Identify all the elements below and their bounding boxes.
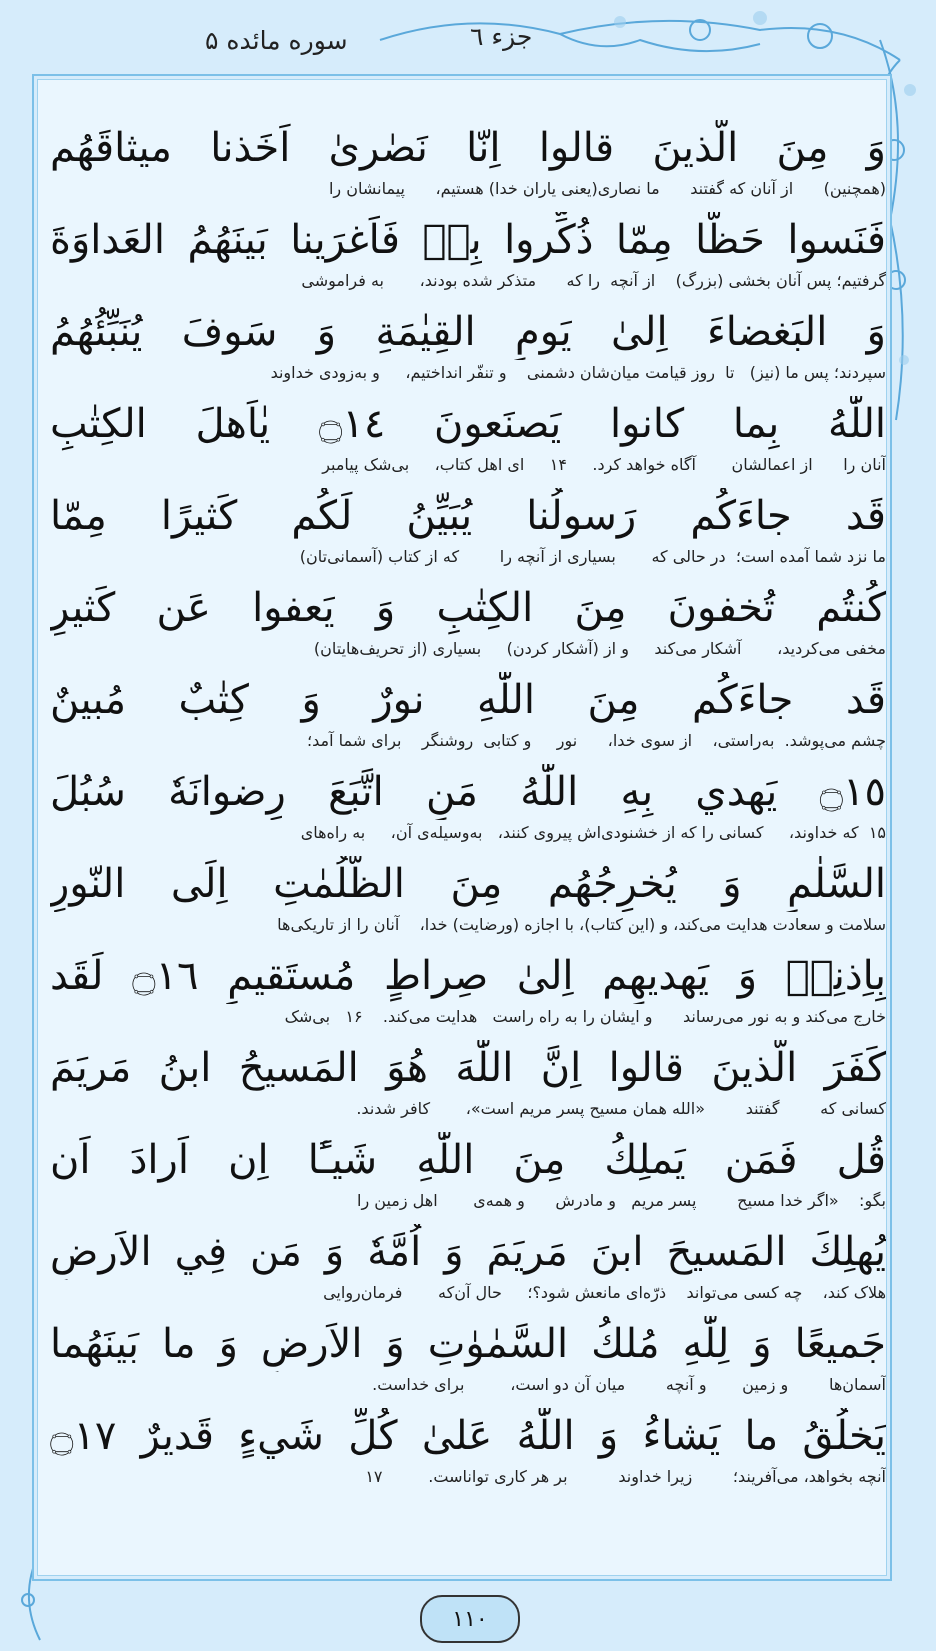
- persian-translation: آنچه بخواهد، می‌آفریند؛ زیرا خداوند بر هر کاری تواناست. ۱۷: [365, 1467, 886, 1486]
- arabic-text: كَفَرَ الَّذينَ قالوا اِنَّ اللّٰهَ هُوَ المَسيحُ ابنُ مَريَمَ: [50, 1045, 886, 1091]
- arabic-text: قُل فَمَن يَملِكُ مِنَ اللّٰهِ شَيـًٔا اِن اَرادَ اَن: [50, 1137, 886, 1183]
- persian-translation: چشم می‌پوشد. به‌راستی، از سوی خدا، نور و کتابی روشنگر برای شما آمد؛: [307, 731, 886, 750]
- persian-translation: مخفی می‌کردید، آشکار می‌کند و از (آشکار کردن) بسیاری (از تحریف‌هایتان): [313, 639, 886, 658]
- arabic-text: كُنتُم تُخفونَ مِنَ الكِتٰبِ وَ يَعفوا عَن كَثيرٍ: [50, 585, 886, 631]
- persian-translation: گرفتیم؛ پس آنان بخشی (بزرگ) از آنچه را که متذکر شده بودند، به فراموشی: [301, 271, 886, 290]
- arabic-text: يُهلِكَ المَسيحَ ابنَ مَريَمَ وَ اُمَّهٗ وَ مَن فِي الاَرضِ: [50, 1229, 886, 1275]
- arabic-text: وَ البَغضاءَ اِلىٰ يَومِ القِيٰمَةِ وَ سَوفَ يُنَبِّئُهُمُ: [50, 309, 886, 355]
- arabic-text: السَّلٰمِ وَ يُخرِجُهُم مِنَ الظُّلُمٰتِ اِلَى النّورِ: [50, 861, 886, 907]
- persian-translation: کسانی که گفتند «الله همان مسیح پسر مریم است»، کافر شدند.: [356, 1099, 886, 1118]
- page-header: [0, 14, 936, 64]
- arabic-text: وَ مِنَ الَّذينَ قالوا اِنّا نَصٰرىٰ اَخَذنا ميثاقَهُم: [50, 125, 886, 171]
- arabic-text: يَخلُقُ ما يَشاءُ وَ اللّٰهُ عَلىٰ كُلِّ شَيءٍ قَديرٌ ۝١٧: [50, 1413, 886, 1459]
- arabic-text: بِاِذنِهٖ وَ يَهديهِم اِلىٰ صِراطٍ مُستَقيمٍ ۝١٦ لَقَد: [50, 953, 886, 999]
- persian-translation: آنان را از اعمالشان آگاه خواهد کرد. ۱۴ ای اهل کتاب، بی‌شک پیامبر: [322, 455, 886, 474]
- arabic-text: اللّٰهُ بِما كانوا يَصنَعونَ ۝١٤ يٰاَهلَ الكِتٰبِ: [50, 401, 886, 447]
- arabic-text: جَميعًا وَ لِلّٰهِ مُلكُ السَّمٰوٰتِ وَ الاَرضِ وَ ما بَينَهُما: [50, 1321, 886, 1367]
- arabic-text: فَنَسوا حَظًّا مِمّا ذُكِّروا بِهٖ فَاَغرَينا بَينَهُمُ العَداوَةَ: [50, 217, 886, 263]
- juz-label: جزء ٦: [470, 22, 533, 51]
- persian-translation: آسمان‌ها و زمین و آنچه میان آن دو است، برای خداست.: [372, 1375, 886, 1394]
- persian-translation: سلامت و سعادت هدایت می‌کند، و (این کتاب)، با اجازه (ورضایت) خدا، آنان را از تاریکی‌ها: [277, 915, 886, 934]
- page-number: ١١٠: [420, 1595, 520, 1643]
- arabic-text: قَد جاءَكُم مِنَ اللّٰهِ نورٌ وَ كِتٰبٌ مُبينٌ: [50, 677, 886, 723]
- arabic-text: ۝١٥ يَهدي بِهِ اللّٰهُ مَنِ اتَّبَعَ رِضوانَهٗ سُبُلَ: [50, 769, 886, 815]
- persian-translation: ما نزد شما آمده است؛ در حالی که بسیاری از آنچه را که از کتاب (آسمانی‌تان): [299, 547, 886, 566]
- persian-translation: بگو: «اگر خدا مسیح پسر مریم و مادرش و همه‌ی اهل زمین را: [357, 1191, 886, 1210]
- persian-translation: (همچنین) از آنان که گفتند ما نصاری(یعنی یاران خدا) هستیم، پیمانشان را: [328, 179, 886, 198]
- arabic-text: قَد جاءَكُم رَسولُنا يُبَيِّنُ لَكُم كَثيرًا مِمّا: [50, 493, 886, 539]
- persian-translation: هلاک کند، چه کسی می‌تواند ذرّه‌ای مانعش شود؟؛ حال آن‌که فرمان‌روایی: [323, 1283, 886, 1302]
- persian-translation: ۱۵ که خداوند، کسانی را که از خشنودی‌اش پیروی کنند، به‌وسیله‌ی آن، به راه‌های: [300, 823, 886, 842]
- surah-label: سوره مائده ۵: [205, 26, 348, 55]
- persian-translation: خارج می‌کند و به نور می‌رساند و ایشان را به راه راست هدایت می‌کند. ۱۶ بی‌شک: [284, 1007, 886, 1026]
- persian-translation: سپردند؛ پس ما (نیز) تا روز قیامت میان‌شان دشمنی و تنفّر انداختیم، و به‌زودی خداوند: [270, 363, 886, 382]
